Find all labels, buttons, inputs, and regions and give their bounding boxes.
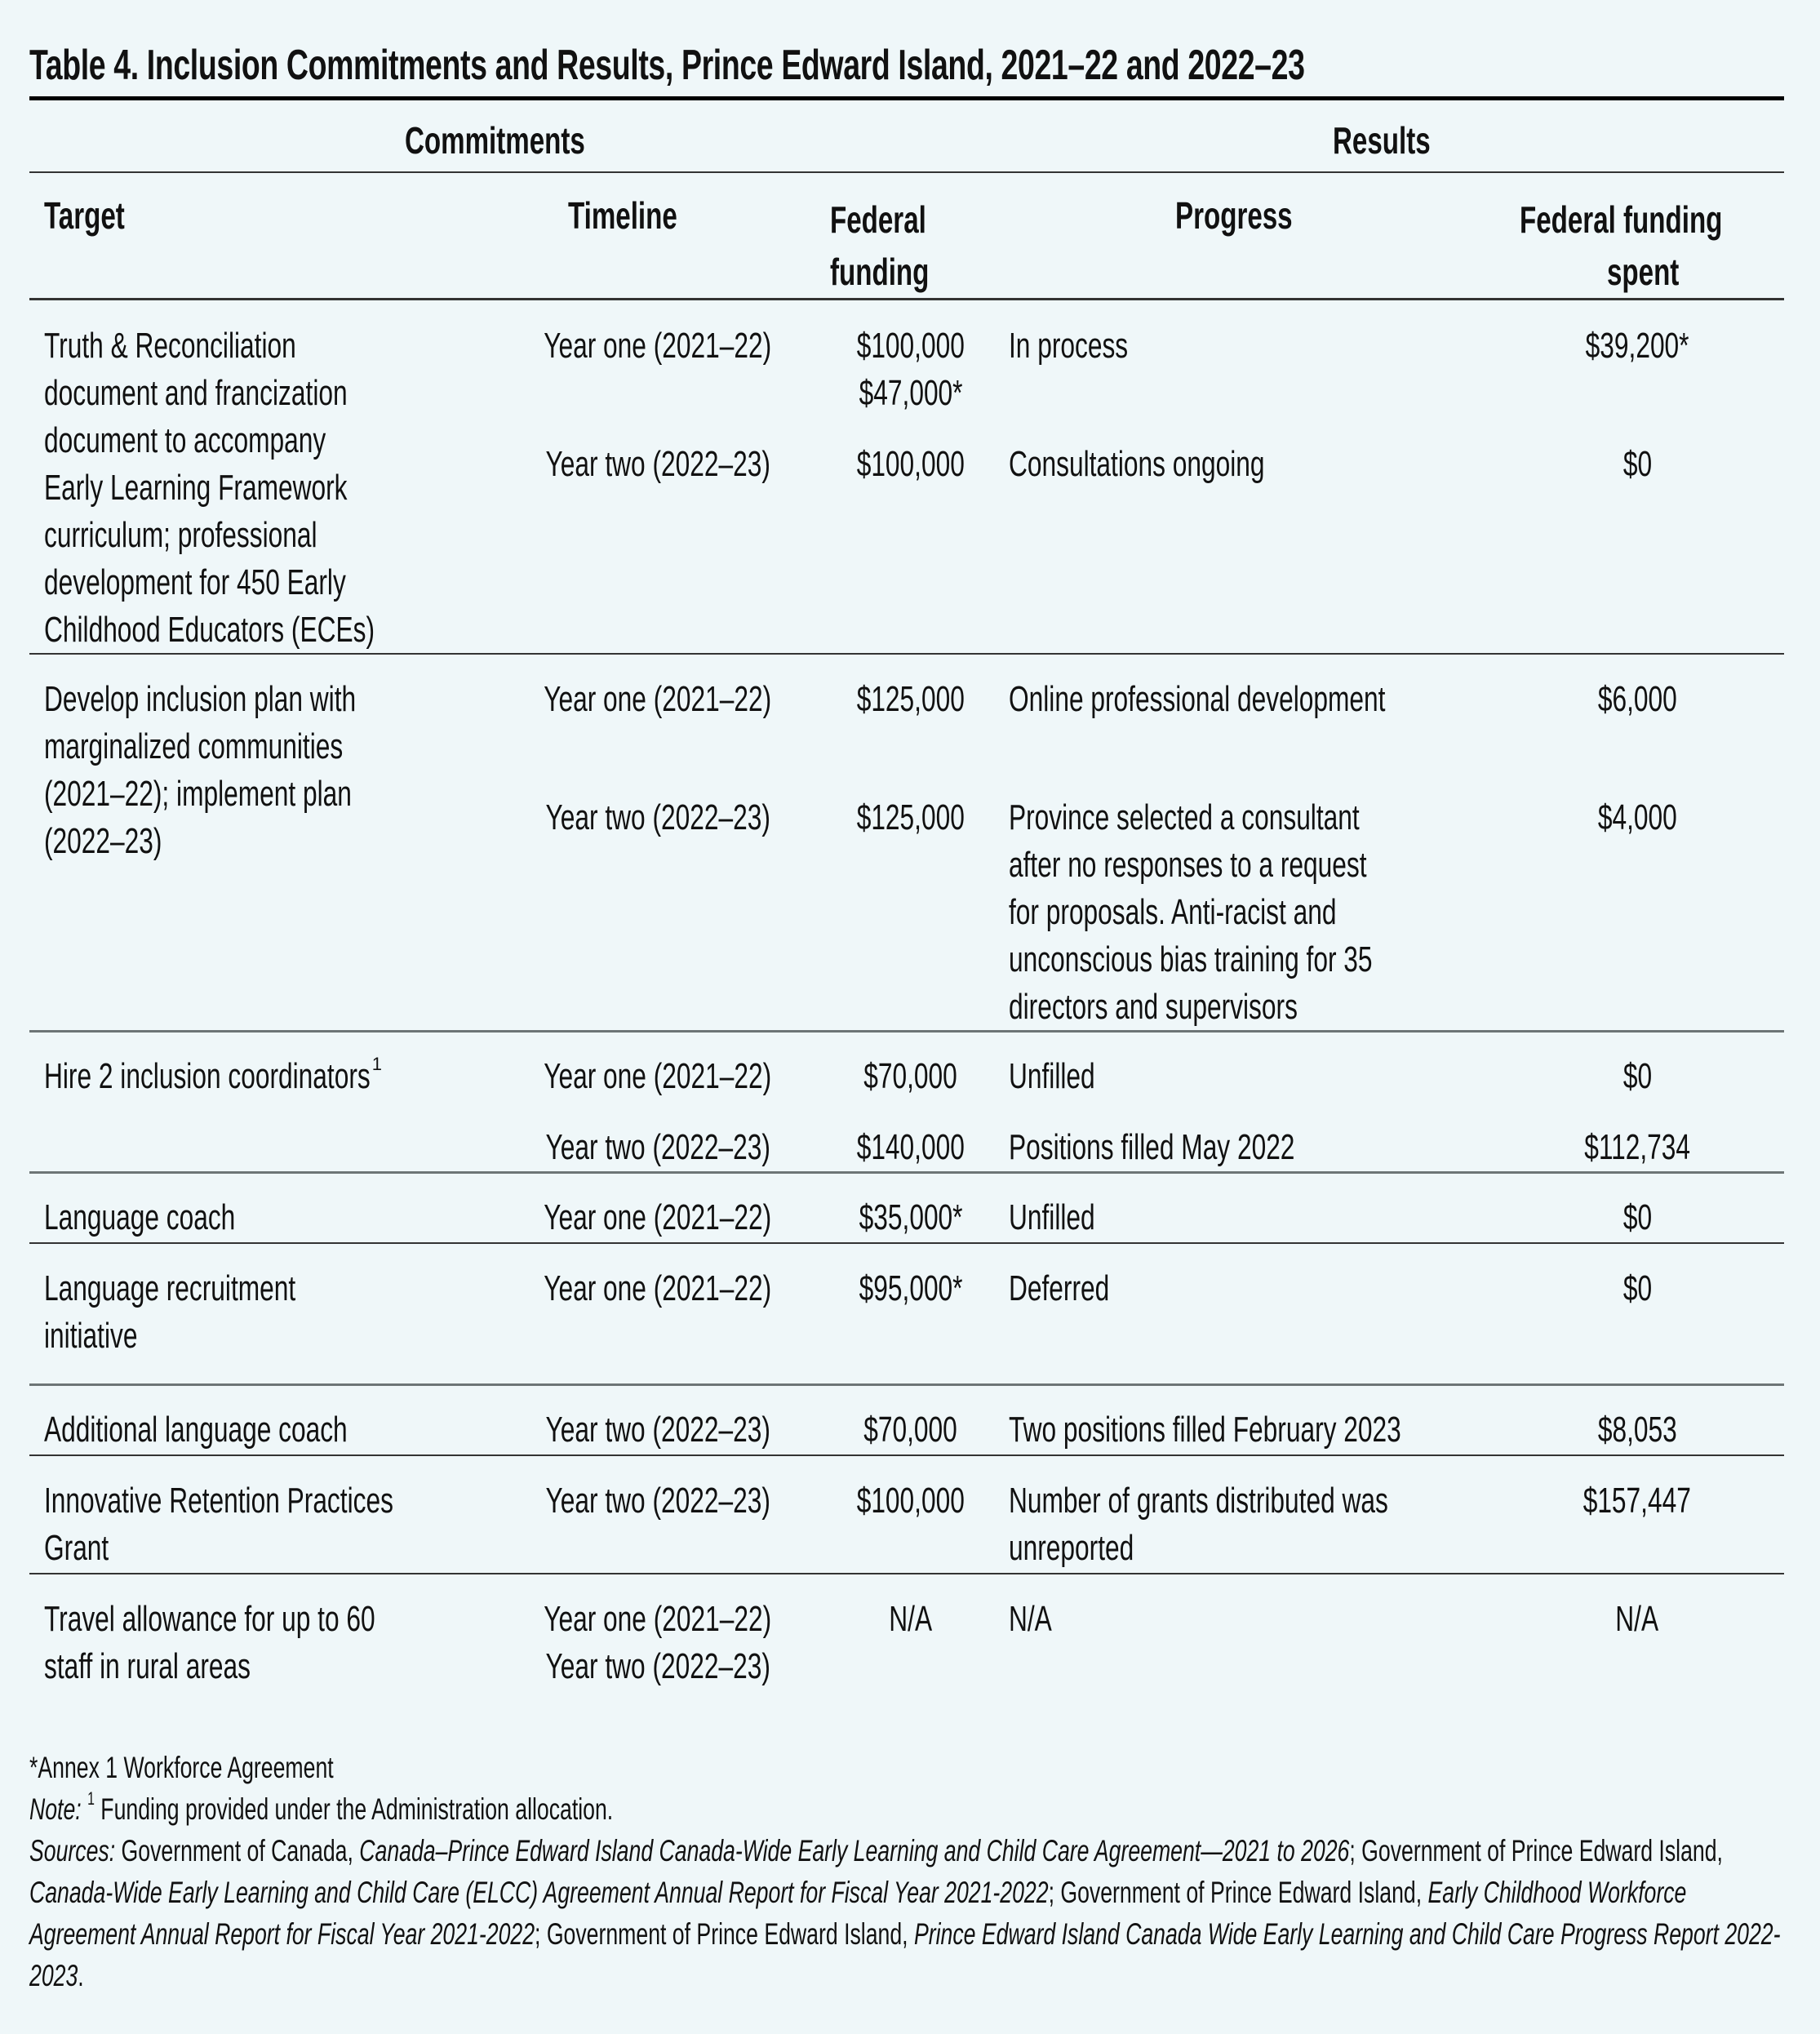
cell-funding-spent [1515,676,1760,723]
row-divider [29,1383,1784,1386]
timeline-text: Year two (2022–23) [545,444,770,484]
progress-line: unconscious bias training for 35 [1009,939,1373,979]
funding-amount: $125,000 [856,679,965,719]
source-text: ; Government of Prince Edward Island, [1048,1876,1428,1909]
cell-funding-spent [1515,1406,1760,1454]
cell-target [44,1406,465,1454]
source-title: Early Childhood Workforce Agreement Annual Report for Fiscal Year 2021-2022 [29,1876,1687,1951]
cell-timeline [486,1053,829,1100]
cell-funding-spent [1515,322,1760,370]
timeline-text: Year two (2022–23) [545,1481,770,1521]
progress-line: Number of grants distributed was [1009,1481,1388,1521]
cell-funding-spent [1515,1477,1760,1525]
col-header-target: Target [44,194,125,237]
target-line: document and francization [44,373,348,413]
source-text: . [78,1959,84,1992]
source-title: Prince Edward Island Canada Wide Early Learning and Child Care Progress Report 2022-2023 [29,1917,1781,1992]
target-line: curriculum; professional [44,515,317,555]
cell-timeline [486,1596,829,1690]
timeline-text: Year one (2021–22) [544,1056,772,1096]
target-line: Innovative Retention Practices [44,1481,393,1521]
cell-target [44,676,477,865]
target-line: document to accompany [44,420,326,460]
spent-amount: $6,000 [1597,679,1677,719]
funding-amount: $100,000 [856,444,965,484]
spent-amount: $0 [1622,444,1652,484]
cell-federal-funding [805,322,1017,417]
funding-amount: $35,000* [859,1197,963,1237]
cell-timeline [486,1194,829,1241]
col-header-federal-funding: Federal funding [830,198,930,293]
row-divider [29,1030,1784,1033]
timeline-text: Year two (2022–23) [545,797,770,837]
cell-funding-spent [1515,794,1760,842]
target-line: Language recruitment [44,1268,296,1308]
cell-federal-funding [805,1265,1017,1312]
spent-amount: $39,200* [1585,326,1689,366]
target-line: Hire 2 inclusion coordinators [44,1056,371,1096]
cell-federal-funding [805,676,1017,723]
timeline-text: Year one (2021–22) [544,326,772,366]
target-line: (2021–22); implement plan [44,774,352,814]
funding-amount: $140,000 [856,1127,965,1167]
progress-line: Positions filled May 2022 [1009,1127,1295,1167]
progress-line: Province selected a consultant [1009,797,1360,837]
source-text: ; Government of Prince Edward Island, [1349,1834,1723,1867]
cell-timeline [486,1265,829,1312]
footnote-annex: *Annex 1 Workforce Agreement [29,1751,334,1784]
row-divider [29,1171,1784,1174]
funding-amount: $70,000 [863,1410,958,1450]
funding-amount: $125,000 [856,797,965,837]
cell-target [44,1596,504,1690]
progress-line: directors and supervisors [1009,987,1298,1027]
cell-target: Hire 2 inclusion coordinators 1 [44,1053,497,1100]
cell-progress [1009,441,1364,488]
cell-progress [1009,1406,1554,1454]
cell-funding-spent [1515,1265,1760,1312]
cell-progress [1009,322,1174,370]
funding-amount: N/A [889,1599,933,1639]
cell-timeline [486,441,829,488]
row-divider [29,1242,1784,1244]
spent-amount: $0 [1622,1268,1652,1308]
cell-federal-funding [805,1053,1017,1100]
cell-timeline [486,1477,829,1525]
spent-amount: $0 [1622,1056,1652,1096]
cell-funding-spent [1515,441,1760,488]
cell-federal-funding [805,1194,1017,1241]
target-line: Develop inclusion plan with [44,679,357,719]
cell-progress [1009,1265,1148,1312]
group-header-rule [29,171,1784,173]
title-rule [29,96,1784,100]
target-line: staff in rural areas [44,1646,251,1686]
funding-amount: $70,000 [863,1056,958,1096]
timeline-text: Year two (2022–23) [545,1646,770,1686]
funding-amount: $100,000 [856,1481,965,1521]
target-line: Grant [44,1528,109,1568]
cell-progress [1009,1124,1406,1171]
cell-funding-spent [1515,1194,1760,1241]
cell-federal-funding [805,794,1017,842]
progress-line: N/A [1009,1599,1052,1639]
cell-target [44,1477,529,1572]
col-header-timeline: Timeline [568,194,677,237]
cell-timeline [486,1406,829,1454]
row-divider [29,653,1784,655]
row-divider [29,1573,1784,1574]
cell-federal-funding [805,1596,1017,1643]
spent-amount: $8,053 [1597,1410,1677,1450]
cell-funding-spent [1515,1124,1760,1171]
cell-timeline [486,676,829,723]
source-title: Canada–Prince Edward Island Canada-Wide Early Learning and Child Care Agreement—2021 to 2026 [359,1834,1350,1867]
timeline-text: Year one (2021–22) [544,1599,772,1639]
spent-amount: $112,734 [1584,1127,1690,1167]
progress-line: for proposals. Anti-racist and [1009,892,1337,932]
spent-amount: N/A [1615,1599,1659,1639]
cell-funding-spent [1515,1053,1760,1100]
row-divider [29,1454,1784,1456]
target-line: Truth & Reconciliation [44,326,296,366]
target-line: (2022–23) [44,821,162,861]
cell-target [44,1194,309,1241]
cell-progress [1009,1477,1536,1572]
cell-progress [1009,794,1514,1031]
timeline-text: Year two (2022–23) [545,1410,770,1450]
target-line: marginalized communities [44,726,344,766]
cell-federal-funding [805,441,1017,488]
footnote-sources: Sources: Government of Canada, Canada–Prince Edward Island Canada-Wide Early Learning and Child Care Agreement—2021 to 2026; Government of Prince Edward Island, Canada-Wide Early Learning and Child Care (ELCC) Agreement Annual Report for Fiscal Year 2021-2022; Government of Prince Edward Island, Early Childhood Workforce Agreement Annual Report for Fiscal Year 2021-2022; Government of Prince Edward Island, Prince Edward Island Canada Wide Early Learning and Child Care Progress Report 2022-2023. [29,1834,1781,1992]
target-line: Travel allowance for up to 60 [44,1599,375,1639]
target-line: Additional language coach [44,1410,348,1450]
progress-line: Consultations ongoing [1009,444,1265,484]
source-text: ; Government of Prince Edward Island, [535,1917,914,1951]
progress-line: Deferred [1009,1268,1110,1308]
source-text: Government of Canada, [115,1834,360,1867]
footnote-note: Note: $^1$ Funding provided under the Administration allocation. [29,1788,614,1826]
group-header-commitments: Commitments [405,119,585,162]
cell-funding-spent [1515,1596,1760,1643]
spent-amount: $0 [1622,1197,1652,1237]
col-header-progress: Progress [1175,194,1293,237]
progress-line: Unfilled [1009,1197,1095,1237]
progress-line: after no responses to a request [1009,845,1367,885]
group-header-results: Results [1333,119,1431,162]
cell-federal-funding [805,1124,1017,1171]
target-line: Childhood Educators (ECEs) [44,610,375,650]
timeline-text: Year two (2022–23) [545,1127,770,1167]
funding-amount: $95,000* [859,1268,963,1308]
cell-timeline [486,794,829,842]
cell-progress [1009,1194,1129,1241]
funding-amount: $47,000* [859,373,963,413]
cell-federal-funding [805,1406,1017,1454]
target-line: initiative [44,1316,138,1356]
target-line: development for 450 Early [44,562,346,602]
progress-line: In process [1009,326,1129,366]
progress-line: Online professional development [1009,679,1386,719]
cell-progress [1009,1596,1068,1643]
col-header-federal-funding-spent: Federal funding spent [1520,198,1723,293]
timeline-text: Year one (2021–22) [544,1197,772,1237]
target-line: Language coach [44,1197,236,1237]
cell-progress [1009,1053,1129,1100]
progress-line: unreported [1009,1528,1134,1568]
timeline-text: Year one (2021–22) [544,1268,772,1308]
timeline-text: Year one (2021–22) [544,679,772,719]
cell-progress [1009,676,1532,723]
source-title: Canada-Wide Early Learning and Child Care (ELCC) Agreement Annual Report for Fiscal Year 2021-2022 [29,1876,1049,1909]
header-rule [29,298,1784,300]
cell-timeline [486,1124,829,1171]
progress-line: Two positions filled February 2023 [1009,1410,1401,1450]
cell-target [44,1265,393,1360]
spent-amount: $157,447 [1583,1481,1692,1521]
cell-federal-funding [805,1477,1017,1525]
target-line: Early Learning Framework [44,468,348,508]
spent-amount: $4,000 [1597,797,1677,837]
table-title: Table 4. Inclusion Commitments and Results, Prince Edward Island, 2021–22 and 2022–23 [29,42,1305,89]
cell-timeline [486,322,829,370]
funding-amount: $100,000 [856,326,965,366]
cell-target [44,322,503,654]
progress-line: Unfilled [1009,1056,1095,1096]
